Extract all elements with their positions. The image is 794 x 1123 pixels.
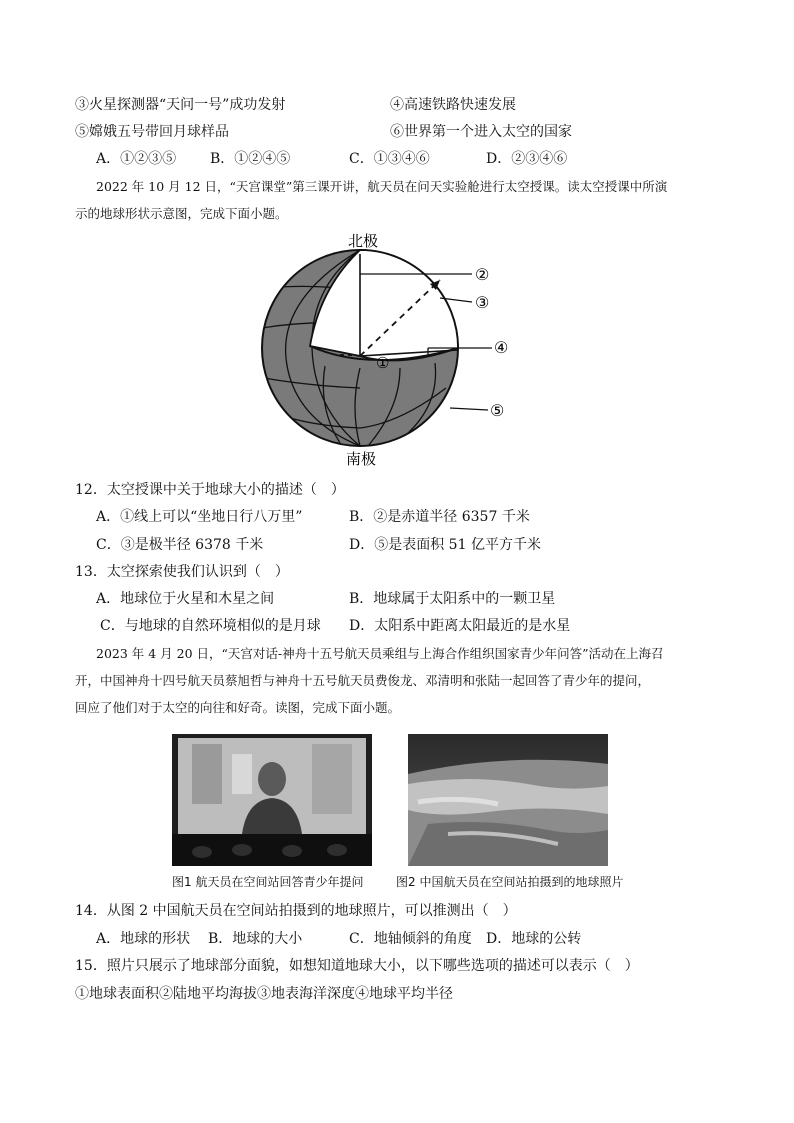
intro-passage-1b: 示的地球形状示意图，完成下面小题。: [75, 206, 288, 221]
label-2: ②: [475, 265, 490, 284]
q14-option-b: B．地球的大小: [208, 931, 303, 947]
figure-1-astronaut-photo: [172, 734, 372, 866]
q11-option-d: D．②③④⑥: [486, 151, 568, 167]
q12-stem: 12．太空授课中关于地球大小的描述（ ）: [75, 482, 345, 498]
q14-option-a: A．地球的形状: [96, 931, 191, 947]
option-line-5: ⑤嫦娥五号带回月球样品: [75, 124, 229, 140]
q11-option-a: A．①②③⑤: [96, 151, 177, 167]
q13-option-c: C．与地球的自然环境相似的是月球: [100, 618, 321, 634]
q12-option-b: B．②是赤道半径 6357 千米: [349, 509, 530, 525]
option-line-3: ③火星探测器“天问一号”成功发射: [75, 97, 286, 113]
q13-stem: 13．太空探索使我们认识到（ ）: [75, 564, 289, 580]
q14-stem: 14．从图 2 中国航天员在空间站拍摄到的地球照片，可以推测出（ ）: [75, 903, 517, 919]
intro-passage-1: 2022 年 10 月 12 日，“天宫课堂”第三课开讲，航天员在问天实验舱进行太空授课。读太空授课中所演: [96, 179, 668, 194]
q11-option-b: B．①②④⑤: [210, 151, 291, 167]
north-pole-label: 北极: [348, 232, 379, 250]
earth-shape-diagram: [250, 228, 530, 470]
option-line-4: ④高速铁路快速发展: [390, 97, 516, 113]
q11-option-c: C．①③④⑥: [349, 151, 430, 167]
figure-2-earth-photo: [408, 734, 608, 866]
figure-2-caption: 图2 中国航天员在空间站拍摄到的地球照片: [396, 875, 624, 889]
q15-items: ①地球表面积②陆地平均海拔③地表海洋深度④地球平均半径: [75, 986, 453, 1002]
q12-option-c: C．③是极半径 6378 千米: [96, 537, 264, 553]
option-line-6: ⑥世界第一个进入太空的国家: [390, 124, 572, 140]
q13-option-d: D．太阳系中距离太阳最近的是水星: [349, 618, 571, 634]
label-1: ①: [376, 354, 390, 372]
intro-passage-2-line3: 回应了他们对于太空的向往和好奇。读图，完成下面小题。: [75, 700, 401, 715]
q13-option-a: A．地球位于火星和木星之间: [96, 591, 275, 607]
intro-passage-2-line2: 开，中国神舟十四号航天员蔡旭哲与神舟十五号航天员费俊龙、邓清明和张陆一起回答了青少年的提问，: [75, 673, 651, 688]
label-4: ④: [494, 338, 509, 357]
intro-passage-2-line1: 2023 年 4 月 20 日，“天宫对话-神舟十五号航天员乘组与上海合作组织国家青少年问答”活动在上海召: [96, 646, 664, 661]
q14-option-c: C．地轴倾斜的角度: [349, 931, 472, 947]
q13-option-b: B．地球属于太阳系中的一颗卫星: [349, 591, 556, 607]
q15-stem: 15．照片只展示了地球部分面貌，如想知道地球大小，以下哪些选项的描述可以表示（ ）: [75, 958, 639, 974]
figure-1-caption: 图1 航天员在空间站回答青少年提问: [172, 875, 364, 889]
label-5: ⑤: [490, 401, 505, 420]
q12-option-a: A．①线上可以“坐地日行八万里”: [96, 509, 303, 525]
label-3: ③: [475, 293, 490, 312]
south-pole-label: 南极: [346, 450, 377, 468]
q14-option-d: D．地球的公转: [486, 931, 582, 947]
q12-option-d: D．⑤是表面积 51 亿平方千米: [349, 537, 541, 553]
